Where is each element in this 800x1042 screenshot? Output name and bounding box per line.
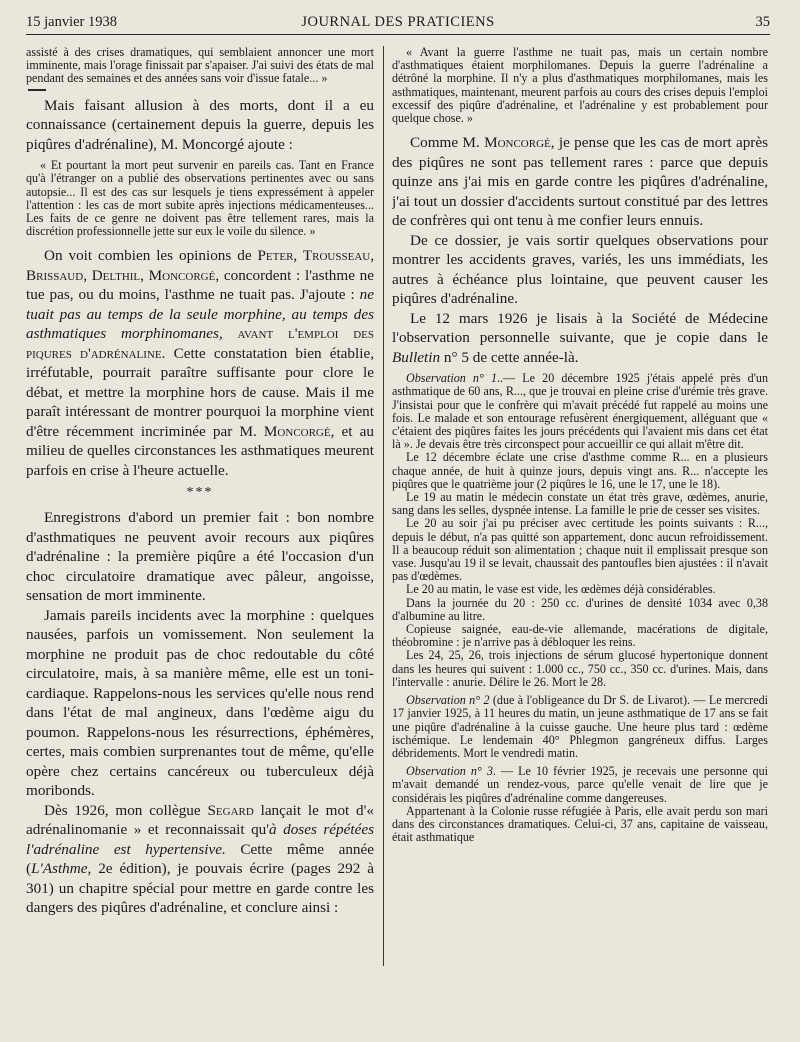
paragraph: Dans la journée du 20 : 250 cc. d'urines de densité 1034 avec 0,38 d'albumine au litre.: [392, 595, 768, 623]
section-asterism: ***: [186, 485, 214, 501]
observation-label: Observation n° 3: [406, 764, 493, 779]
paragraph: Le 19 au matin le médecin constate un état très grave, œdèmes, anurie, sang dans les selles, dyspnée intense. La famille le prie de cesser ses visites.: [392, 490, 768, 518]
paragraph: Le 12 décembre éclate une crise d'asthme comme R... en a plusieurs chaque année, de huit à quinze jours, depuis vingt ans. R... n'accepte les piqûres que le quatrième jour (2 piqûres le 16, une le 17, une le 18).: [392, 450, 768, 491]
paragraph: On voit combien les opinions de Peter, Trousseau, Brissaud, Delthil, Moncorgé, concordent : l'asthme ne tue pas, ou du moins, l'asthme ne tuait pas. J'ajoute : ne tuait pas au temps de la seule morphine, au temps des asthmatiques morphinomanes, avant l'emploi des piqures d'adrénaline. Cette constatation bien établie, irréfutable, pourrait paraître suffisante pour clore le débat, et mettre la morphine hors de cause. Mais il me paraît intéressant de montrer pourquoi la morphine vient d'être récemment incriminée par M. Moncorgé, et au milieu de quelles circonstances les asthmatiques meurent parfois en crise à l'heure actuelle.: [26, 247, 374, 479]
quote-conclusion: « Avant la guerre l'asthme ne tuait pas, mais un certain nombre d'asthmatiques étaient morphilomanes. Depuis la guerre l'adrénaline a détrôné la morphine. Il n'y a plus d'asthmatiques morphilomanes, mais les asthmatiques, maintenant, meurent parfois au cours des crises depuis l'emploi excessif des piqûre d'adrénaline, et l'adrénaline y est probablement pour quelque chose. »: [392, 46, 768, 126]
journal-title: JOURNAL DES PRATICIENS: [301, 14, 495, 30]
quote-continuation: assisté à des crises dramatiques, qui semblaient annoncer une mort imminente, mais l'orage finissait par s'apaiser. J'ai suivi des états de mal pendant des semaines et des années sans voir d'issue fatale... »: [26, 46, 374, 86]
paragraph: Le 20 au soir j'ai pu préciser avec certitude les points suivants : R..., depuis le début, n'a pas quitté son appartement, donc aucun refroidissement. Il a beaucoup réduit son alimentation ; chaque nuit il emplissait presque son vase. Jusqu'au 19 il se levait, chaussait des pantoufles bien ajustées : il n'avait pas d'œdèmes.: [392, 516, 768, 584]
left-column: [26, 46, 374, 1026]
observation-2: Observation n° 2 (due à l'obligeance du Dr S. de Livarot). — Le mercredi 17 janvier 1925, à 11 heures du matin, un jeune asthmatique de 17 ans se fait une piqûre d'adrénaline à la cuisse gauche. Une heure plus tard : œdème ischémique. Le lendemain 40° Phlegmon gangréneux diffus. Larges débridements. Mort le vendredi matin.: [392, 693, 768, 760]
paragraph: Dès 1926, mon collègue Segard lançait le mot d'« adrénalinomanie » et reconnaissait qu'à doses répétées l'adrénaline est hypertensive. Cette même année (L'Asthme, 2e édition), je pouvais écrire (pages 292 à 301) un chapitre spécial pour mettre en garde contre les dangers des piqûres d'adrénaline, et conclure ainsi :: [26, 801, 374, 917]
paragraph: Les 24, 25, 26, trois injections de sérum glucosé hypertonique donnent dans les heures qui suivent : 1.000 cc., 750 cc., 350 cc. d'urines. Mais, dans l'intervalle : anurie. Délire le 26. Mort le 28.: [392, 648, 768, 689]
paragraph: Mais faisant allusion à des morts, dont il a eu connaissance (certainement depuis la guerre, depuis les piqûres d'adrénaline), M. Moncorgé ajoute :: [26, 96, 374, 153]
paragraph: Enregistrons d'abord un premier fait : bon nombre d'asthmatiques ne peuvent avoir recours aux piqûres d'adrénaline : la première piqûre a été l'occasion d'un choc circulatoire dramatique avec pâleur, angoisse, sensation de mort imminente.: [26, 509, 374, 605]
paragraph: Le 12 mars 1926 je lisais à la Société de Médecine l'observation personnelle suivante, que je copie dans le Bulletin n° 5 de cette année-là.: [392, 309, 768, 366]
observation-3: Observation n° 3. — Le 10 février 1925, je recevais une personne qui m'avait demandé un rendez-vous, parce qu'elle venait de lire que je considérais les piqûres d'adrénaline comme dangereuses.: [392, 764, 768, 805]
paragraph: Jamais pareils incidents avec la morphine : quelques nausées, parfois un vomissement. Non seulement la morphine ne produit pas de choc redoutable du côté circulatoire, mais, à sa manière même, elle est un toni-cardiaque. Rappelons-nous les services qu'elle nous rend dans l'état de mal angineux, dans l'œdème aigu du poumon. Rappelons-nous les résurrections, éphémères, certes, mais combien surprenantes tout de même, qu'elle opère chez certains cancéreux ou tuberculeux déjà moribonds.: [26, 606, 374, 800]
page-header: [26, 12, 770, 35]
page-number: 35: [755, 14, 770, 30]
paragraph: Le 20 au matin, le vase est vide, les œdèmes déjà considérables.: [406, 582, 716, 597]
observation-1: Observation n° 1..— Le 20 décembre 1925 j'étais appelé près d'un asthmatique de 60 ans, R..., que je trouvai en pleine crise d'urémie très grave. J'insistai pour que le confrère qui m'avait précédé fut rappelé au moins une fois. Le malade et son entourage refusèrent énergiquement, alléguant que « c'étaient des piqûres faites les jours précédents qui l'avaient mis dans cet état là ». Je devais être très circonspect pour accueillir ce qui allait m'être dit.: [392, 371, 768, 452]
column-divider: [383, 46, 384, 966]
paragraph: Comme M. Moncorgé, je pense que les cas de mort après des piqûres ne sont pas tellement rares : parce que depuis quinze ans j'ai mis en garde contre les piqûres d'adrénaline, j'ai tout un dossier d'accidents surtout constitué par des lettres de confrères qui ont tenu à me confier leurs ennuis.: [392, 134, 768, 230]
separator-dash: [28, 89, 46, 91]
observation-label: Observation n° 2: [406, 693, 490, 708]
paragraph: De ce dossier, je vais sortir quelques observations pour montrer les accidents graves, variés, les uns immédiats, les autres à échéance plus lointaine, que peuvent causer les piqûres d'adrénaline.: [392, 231, 768, 308]
header-date: 15 janvier 1938: [26, 14, 118, 30]
paragraph: Copieuse saignée, eau-de-vie allemande, macérations de digitale, théobromine : je n'arrive pas à débloquer les reins.: [392, 622, 768, 650]
right-column: [392, 46, 768, 1026]
emphasis-text: ne tuait pas au temps de la seule morphine, au temps des asthmatiques morphinomanes,: [26, 286, 374, 343]
paragraph: Appartenant à la Colonie russe réfugiée à Paris, elle avait perdu son mari dans des circonstances dramatiques. Celui-ci, 37 ans, capitaine de vaisseau, était asthmatique: [392, 803, 768, 845]
observation-label: Observation n° 1: [406, 371, 497, 386]
author-names: Peter, Trousseau, Brissaud, Delthil, Moncorgé: [26, 247, 374, 284]
quote-moncorge: « Et pourtant la mort peut survenir en pareils cas. Tant en France qu'à l'étranger on a publié des observations pertinentes avec ou sans autopsie... Il est des cas sur lesquels je tiens expressément à appeler l'attention : les cas de mort subite après injections médicamenteuses... Les faits de ce genre ne doivent pas être tellement rares, mais la discrétion professionnelle jette sur eux le voile du silence. »: [26, 158, 374, 239]
